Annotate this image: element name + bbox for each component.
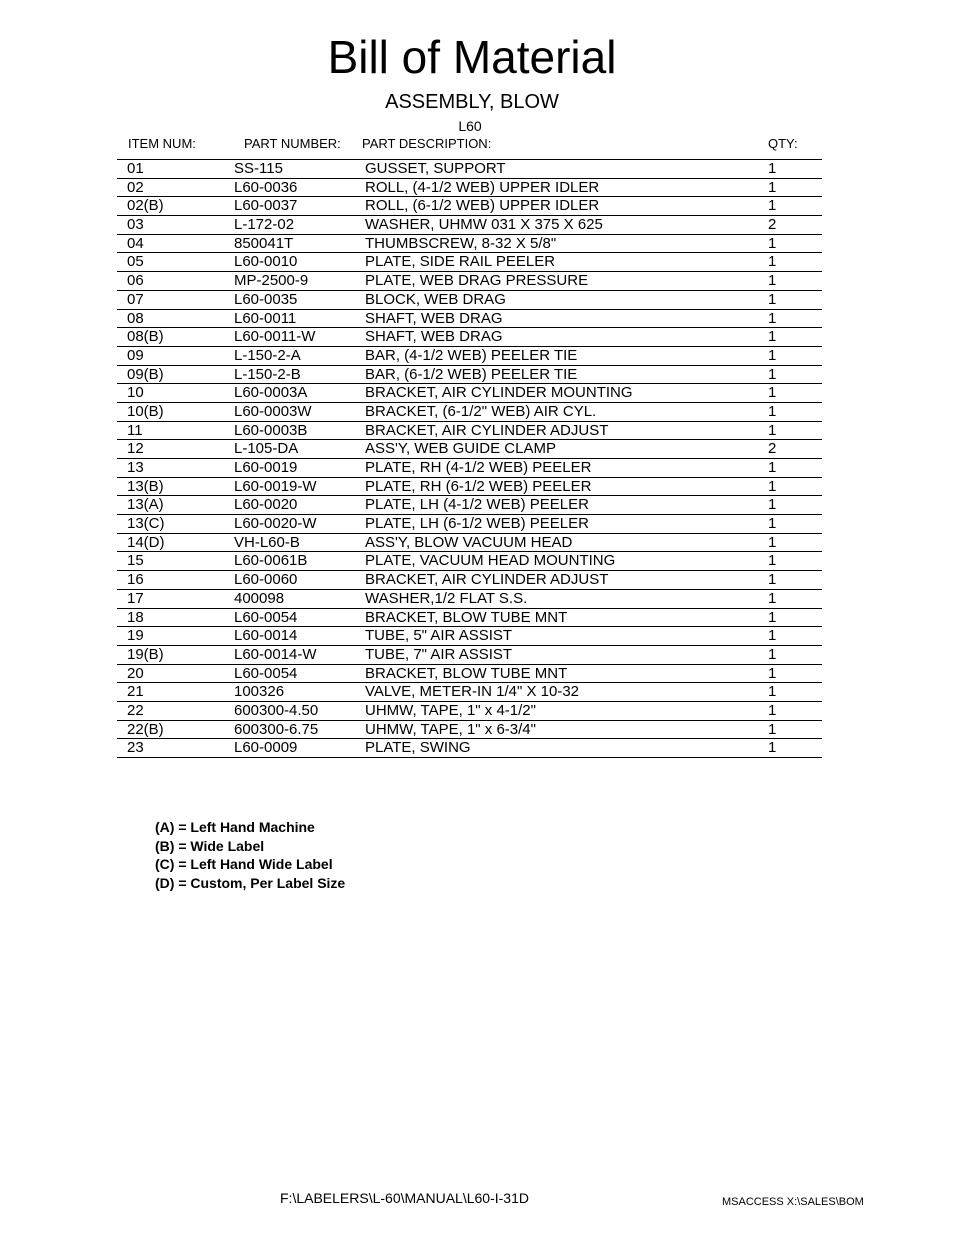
- part-number-cell: VH-L60-B: [234, 533, 300, 551]
- qty-cell: 1: [768, 346, 777, 364]
- part-number-cell: L60-0035: [234, 290, 298, 308]
- qty-cell: 1: [768, 645, 777, 663]
- part-number-cell: L-172-02: [234, 216, 295, 234]
- part-number-cell: 100326: [234, 683, 285, 701]
- part-description-cell: ASS'Y, WEB GUIDE CLAMP: [365, 440, 556, 458]
- qty-cell: 1: [768, 178, 777, 196]
- table-row: [117, 216, 822, 235]
- table-row: [117, 235, 822, 254]
- part-description-cell: BRACKET, AIR CYLINDER ADJUST: [365, 571, 609, 589]
- table-row: [117, 366, 822, 385]
- table-row: [117, 440, 822, 459]
- part-description-cell: PLATE, SWING: [365, 739, 471, 757]
- part-description-cell: PLATE, LH (4-1/2 WEB) PEELER: [365, 496, 589, 514]
- part-description-cell: THUMBSCREW, 8-32 X 5/8": [365, 234, 557, 252]
- part-number-cell: L60-0009: [234, 739, 298, 757]
- item-num-cell: 02(B): [127, 197, 164, 215]
- item-num-cell: 13: [127, 459, 144, 476]
- item-num-cell: 01: [127, 160, 144, 177]
- table-row: [117, 609, 822, 628]
- item-num-cell: 14(D): [127, 533, 165, 551]
- qty-cell: 1: [768, 197, 777, 215]
- qty-cell: 1: [768, 477, 777, 495]
- qty-cell: 1: [768, 234, 777, 252]
- part-description-cell: ASS'Y, BLOW VACUUM HEAD: [365, 533, 573, 551]
- part-description-cell: ROLL, (6-1/2 WEB) UPPER IDLER: [365, 197, 600, 215]
- item-num-cell: 15: [127, 552, 144, 570]
- part-description-cell: WASHER,1/2 FLAT S.S.: [365, 589, 528, 607]
- part-description-cell: PLATE, RH (6-1/2 WEB) PEELER: [365, 477, 592, 495]
- part-description-cell: WASHER, UHMW 031 X 375 X 625: [365, 216, 603, 234]
- qty-cell: 2: [768, 440, 777, 458]
- item-num-cell: 13(C): [127, 515, 165, 533]
- qty-cell: 1: [768, 664, 777, 682]
- table-row: [117, 328, 822, 347]
- part-number-cell: L60-0014: [234, 627, 298, 645]
- part-description-cell: BLOCK, WEB DRAG: [365, 290, 506, 308]
- item-num-cell: 19(B): [127, 645, 164, 663]
- table-row: [117, 496, 822, 515]
- part-description-cell: BRACKET, BLOW TUBE MNT: [365, 664, 568, 682]
- part-description-cell: BAR, (4-1/2 WEB) PEELER TIE: [365, 346, 578, 364]
- part-number-cell: L60-0054: [234, 664, 298, 682]
- qty-cell: 1: [768, 608, 777, 626]
- part-number-cell: L-150-2-A: [234, 346, 301, 364]
- item-num-cell: 21: [127, 683, 144, 701]
- item-num-cell: 05: [127, 253, 144, 271]
- item-num-cell: 03: [127, 216, 144, 234]
- legend-note: (B) = Wide Label: [155, 837, 265, 854]
- part-description-cell: PLATE, WEB DRAG PRESSURE: [365, 272, 589, 290]
- part-number-cell: MP-2500-9: [234, 272, 309, 290]
- item-num-cell: 16: [127, 571, 144, 589]
- item-num-cell: 09: [127, 346, 144, 364]
- qty-cell: 2: [768, 216, 777, 234]
- table-row: [117, 272, 822, 291]
- part-description-cell: UHMW, TAPE, 1" x 6-3/4": [365, 720, 536, 738]
- table-row: [117, 683, 822, 702]
- part-number-cell: L60-0060: [234, 571, 298, 589]
- table-row: [117, 665, 822, 684]
- part-description-cell: BRACKET, AIR CYLINDER MOUNTING: [365, 384, 633, 402]
- qty-cell: 1: [768, 720, 777, 738]
- footer-source: MSACCESS X:\SALES\BOM: [722, 1196, 864, 1208]
- part-description-cell: BRACKET, BLOW TUBE MNT: [365, 608, 568, 626]
- table-row: [117, 627, 822, 646]
- legend-notes: [155, 818, 345, 893]
- table-row: [117, 534, 822, 553]
- table-row: [117, 422, 822, 441]
- table-row: [117, 646, 822, 665]
- bom-table: [117, 159, 822, 758]
- header-part-number: PART NUMBER:: [244, 136, 341, 151]
- item-num-cell: 06: [127, 272, 144, 290]
- item-num-cell: 10(B): [127, 402, 164, 420]
- legend-note: (C) = Left Hand Wide Label: [155, 856, 333, 873]
- qty-cell: 1: [768, 459, 777, 476]
- page-title: Bill of Material: [327, 31, 617, 83]
- item-num-cell: 11: [127, 421, 143, 439]
- table-row: [117, 459, 822, 478]
- part-description-cell: GUSSET, SUPPORT: [365, 160, 506, 177]
- model-label: L60: [458, 118, 482, 134]
- part-description-cell: TUBE, 7" AIR ASSIST: [365, 645, 513, 663]
- item-num-cell: 19: [127, 627, 144, 645]
- assembly-subtitle: ASSEMBLY, BLOW: [385, 91, 559, 113]
- part-number-cell: L60-0010: [234, 253, 298, 271]
- part-number-cell: L60-0061B: [234, 552, 308, 570]
- item-num-cell: 10: [127, 384, 144, 402]
- table-row: [117, 159, 822, 179]
- part-number-cell: L60-0003W: [234, 402, 312, 420]
- header-item-num: ITEM NUM:: [128, 136, 196, 151]
- part-description-cell: SHAFT, WEB DRAG: [365, 309, 503, 327]
- part-description-cell: VALVE, METER-IN 1/4" X 10-32: [365, 683, 580, 701]
- part-description-cell: PLATE, SIDE RAIL PEELER: [365, 253, 556, 271]
- item-num-cell: 08(B): [127, 328, 164, 346]
- part-description-cell: TUBE, 5" AIR ASSIST: [365, 627, 513, 645]
- item-num-cell: 12: [127, 440, 144, 458]
- part-number-cell: L60-0014-W: [234, 645, 317, 663]
- table-row: [117, 384, 822, 403]
- part-number-cell: L-150-2-B: [234, 365, 301, 383]
- item-num-cell: 22(B): [127, 720, 164, 738]
- part-number-cell: L60-0011: [234, 309, 297, 327]
- part-description-cell: PLATE, RH (4-1/2 WEB) PEELER: [365, 459, 592, 476]
- item-num-cell: 18: [127, 608, 144, 626]
- header-qty: QTY:: [768, 136, 798, 151]
- part-number-cell: L-105-DA: [234, 440, 299, 458]
- table-row: [117, 197, 822, 216]
- table-row: [117, 739, 822, 758]
- qty-cell: 1: [768, 589, 777, 607]
- table-row: [117, 347, 822, 366]
- part-number-cell: 850041T: [234, 234, 294, 252]
- table-row: [117, 310, 822, 329]
- footer-file-path: F:\LABELERS\L-60\MANUAL\L60-I-31D: [280, 1190, 529, 1206]
- item-num-cell: 13(B): [127, 477, 164, 495]
- part-description-cell: BAR, (6-1/2 WEB) PEELER TIE: [365, 365, 578, 383]
- table-row: [117, 702, 822, 721]
- qty-cell: 1: [768, 290, 777, 308]
- part-description-cell: UHMW, TAPE, 1" x 4-1/2": [365, 701, 536, 719]
- part-number-cell: L60-0019-W: [234, 477, 317, 495]
- qty-cell: 1: [768, 328, 777, 346]
- table-row: [117, 253, 822, 272]
- qty-cell: 1: [768, 552, 777, 570]
- part-number-cell: L60-0011-W: [234, 328, 316, 346]
- part-number-cell: 600300-6.75: [234, 720, 319, 738]
- part-number-cell: L60-0003A: [234, 384, 308, 402]
- qty-cell: 1: [768, 739, 777, 757]
- table-row: [117, 179, 822, 198]
- qty-cell: 1: [768, 421, 777, 439]
- part-description-cell: PLATE, VACUUM HEAD MOUNTING: [365, 552, 616, 570]
- legend-note: (D) = Custom, Per Label Size: [155, 875, 346, 892]
- part-description-cell: PLATE, LH (6-1/2 WEB) PEELER: [365, 515, 589, 533]
- part-description-cell: ROLL, (4-1/2 WEB) UPPER IDLER: [365, 178, 600, 196]
- part-number-cell: L60-0020-W: [234, 515, 317, 533]
- item-num-cell: 20: [127, 664, 144, 682]
- qty-cell: 1: [768, 496, 777, 514]
- part-number-cell: L60-0020: [234, 496, 298, 514]
- table-row: [117, 291, 822, 310]
- part-number-cell: L60-0054: [234, 608, 298, 626]
- table-row: [117, 552, 822, 571]
- qty-cell: 1: [768, 384, 777, 402]
- item-num-cell: 02: [127, 178, 144, 196]
- table-row: [117, 478, 822, 497]
- item-num-cell: 07: [127, 290, 144, 308]
- qty-cell: 1: [768, 402, 777, 420]
- qty-cell: 1: [768, 627, 777, 645]
- table-row: [117, 515, 822, 534]
- qty-cell: 1: [768, 365, 777, 383]
- item-num-cell: 04: [127, 234, 144, 252]
- qty-cell: 1: [768, 683, 777, 701]
- qty-cell: 1: [768, 309, 777, 327]
- header-part-description: PART DESCRIPTION:: [362, 136, 492, 151]
- item-num-cell: 09(B): [127, 365, 164, 383]
- table-row: [117, 571, 822, 590]
- part-number-cell: L60-0019: [234, 459, 298, 476]
- part-number-cell: 600300-4.50: [234, 701, 319, 719]
- part-description-cell: SHAFT, WEB DRAG: [365, 328, 503, 346]
- part-number-cell: L60-0003B: [234, 421, 308, 439]
- part-number-cell: 400098: [234, 589, 285, 607]
- item-num-cell: 13(A): [127, 496, 164, 514]
- table-row: [117, 721, 822, 740]
- item-num-cell: 08: [127, 309, 144, 327]
- qty-cell: 1: [768, 253, 777, 271]
- part-number-cell: L60-0037: [234, 197, 298, 215]
- qty-cell: 1: [768, 533, 777, 551]
- qty-cell: 1: [768, 571, 777, 589]
- legend-note: (A) = Left Hand Machine: [155, 819, 315, 835]
- part-number-cell: L60-0036: [234, 178, 298, 196]
- table-row: [117, 590, 822, 609]
- item-num-cell: 17: [127, 589, 144, 607]
- qty-cell: 1: [768, 272, 777, 290]
- qty-cell: 1: [768, 160, 777, 177]
- qty-cell: 1: [768, 515, 777, 533]
- item-num-cell: 23: [127, 739, 144, 757]
- item-num-cell: 22: [127, 701, 144, 719]
- table-row: [117, 403, 822, 422]
- part-description-cell: BRACKET, AIR CYLINDER ADJUST: [365, 421, 609, 439]
- qty-cell: 1: [768, 701, 777, 719]
- part-description-cell: BRACKET, (6-1/2" WEB) AIR CYL.: [365, 402, 597, 420]
- part-number-cell: SS-115: [234, 160, 283, 177]
